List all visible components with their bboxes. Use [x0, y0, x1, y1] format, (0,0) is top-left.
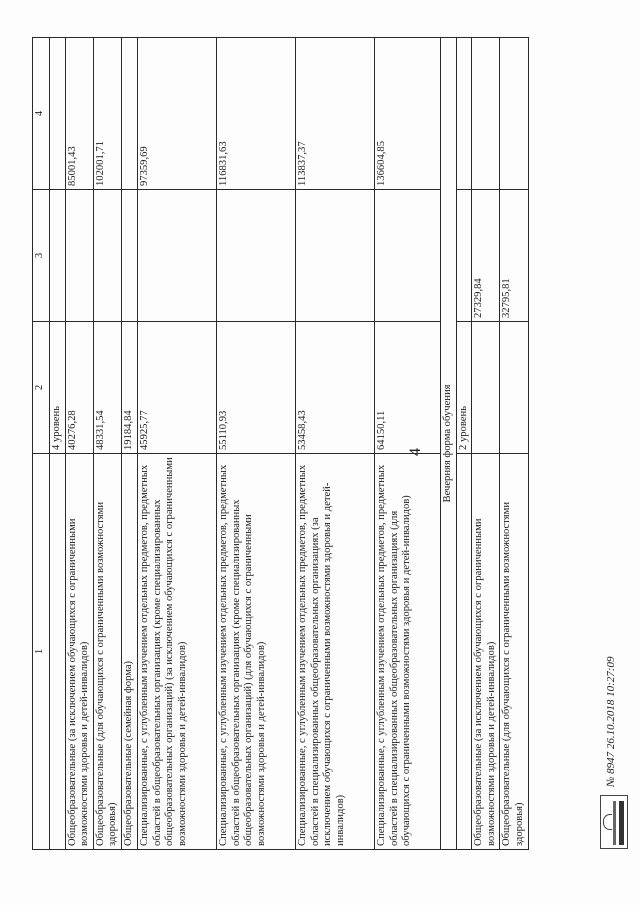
row-name: Специализированные, с углубленным изучением отдельных предметов, предметных областей в общеобразовательных организациях (кроме специализированных общеобразовательных организаций) (за исключением обучающихся с ограниченными возможностями здоровья и детей-инвалидов): [137, 454, 216, 850]
level-row: [456, 38, 472, 850]
level-row: [50, 38, 66, 850]
header-col-4: 4: [33, 38, 50, 190]
table-row: [137, 38, 216, 850]
row-name: Специализированные, с углубленным изучением отдельных предметов, предметных областей в специализированных общеобразовательных организациях (для обучающихся с ограниченными возможностями здоровья и детей-инвалидов): [374, 454, 440, 850]
row-col2: [472, 322, 500, 454]
page-number: 4: [407, 448, 424, 456]
header-row: [33, 38, 50, 850]
row-col2: 64150,11: [374, 322, 440, 454]
row-name: Общеобразовательные (семейная форма): [121, 454, 137, 850]
row-col2: 55110,93: [216, 322, 295, 454]
row-col4: 85001,43: [65, 38, 93, 190]
header-col-2: 2: [33, 322, 50, 454]
table-row: [295, 38, 374, 850]
header-col-1: 1: [33, 454, 50, 850]
row-col3: [93, 190, 121, 322]
table-row: [374, 38, 440, 850]
row-col4: [472, 38, 500, 190]
row-col4: 136604,85: [374, 38, 440, 190]
row-name: Общеобразовательные (за исключением обучающихся с ограниченными возможностями здоровья и детей-инвалидов): [65, 454, 93, 850]
row-col4: 102001,71: [93, 38, 121, 190]
footer: [598, 589, 628, 849]
row-col3: [374, 190, 440, 322]
row-name: Общеобразовательные (за исключением обучающихся с ограниченными возможностями здоровья и детей-инвалидов): [472, 454, 500, 850]
level-label: 4 уровень: [50, 322, 66, 454]
row-col3: 27329,84: [472, 190, 500, 322]
header-col-3: 3: [33, 190, 50, 322]
row-col3: [137, 190, 216, 322]
row-name: Общеобразовательные (для обучающихся с ограниченными возможностями здоровья): [500, 454, 528, 850]
table-row: [65, 38, 93, 850]
section-title: Вечерняя форма обучения: [440, 38, 456, 850]
table-row: [93, 38, 121, 850]
row-col4: 97359,69: [137, 38, 216, 190]
registry-stamp: [600, 795, 628, 849]
registration-number: № 8947 26.10.2018 10:27:09: [605, 656, 617, 787]
row-col3: [121, 190, 137, 322]
table-row: [216, 38, 295, 850]
level-label: 2 уровень: [456, 322, 472, 454]
row-col2: 40276,28: [65, 322, 93, 454]
section-title-row: [440, 38, 456, 850]
row-col4: [121, 38, 137, 190]
row-name: Общеобразовательные (для обучающихся с ограниченными возможностями здоровья): [93, 454, 121, 850]
row-col3: [295, 190, 374, 322]
row-col3: 32795,81: [500, 190, 528, 322]
row-col4: [500, 38, 528, 190]
row-name: Специализированные, с углубленным изучением отдельных предметов, предметных областей в общеобразовательных организациях (кроме специализированных общеобразовательных организаций) (для обучающихся с ограниченными возможностями здоровья и детей-инвалидов): [216, 454, 295, 850]
row-col2: 48331,54: [93, 322, 121, 454]
table-row: [121, 38, 137, 850]
row-col3: [216, 190, 295, 322]
cost-table: [32, 37, 529, 850]
row-col2: 45925,77: [137, 322, 216, 454]
row-col2: 19184,84: [121, 322, 137, 454]
row-col2: [500, 322, 528, 454]
table-row: [500, 38, 528, 850]
table-row: [472, 38, 500, 850]
row-col4: 116831,63: [216, 38, 295, 190]
row-col2: 53458,43: [295, 322, 374, 454]
row-col3: [65, 190, 93, 322]
row-col4: 113837,37: [295, 38, 374, 190]
row-name: Специализированные, с углубленным изучением отдельных предметов, предметных областей в специализированных общеобразовательных организациях (за исключением обучающихся с ограниченными возможностями здоровья и детей-инвалидов): [295, 454, 374, 850]
